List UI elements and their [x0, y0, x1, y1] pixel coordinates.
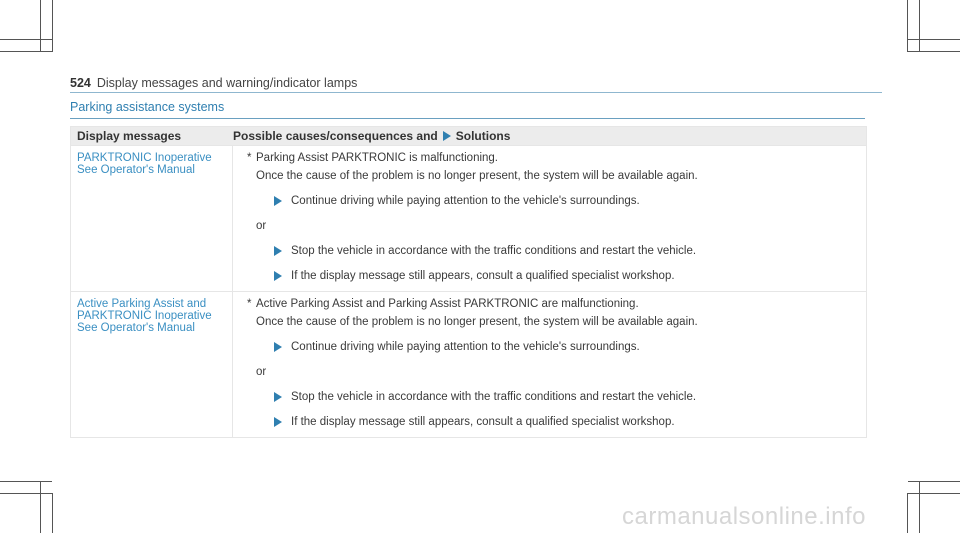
page-number: 524	[70, 76, 91, 90]
or-text: or	[256, 220, 267, 232]
step-arrow-icon	[274, 246, 282, 256]
solution-step	[247, 413, 866, 431]
step-arrow-icon	[274, 417, 282, 427]
col-header-causes-label: Possible causes/consequences and	[233, 129, 438, 143]
crop-mark	[40, 481, 41, 533]
watermark: carmanualsonline.info	[622, 503, 866, 530]
solution-step	[247, 388, 866, 406]
message-line: Active Parking Assist and	[77, 298, 207, 310]
step-text: Continue driving while paying attention to the vehicle's surroundings.	[291, 195, 640, 207]
crop-mark	[919, 481, 920, 533]
col-header-causes	[233, 129, 510, 143]
crop-mark	[908, 493, 960, 494]
crop-mark	[907, 0, 908, 52]
cause-text: Active Parking Assist and Parking Assist PARKTRONIC are malfunctioning.	[256, 298, 639, 310]
crop-mark	[0, 481, 52, 482]
table-header	[71, 127, 866, 145]
crop-mark	[907, 493, 908, 533]
header-divider	[70, 92, 882, 93]
page-header	[70, 76, 357, 90]
solution-step	[247, 267, 866, 285]
solution-step	[247, 242, 866, 260]
message-line: PARKTRONIC Inoperative	[77, 152, 212, 164]
solutions-arrow-icon	[443, 131, 451, 141]
crop-mark	[52, 0, 53, 52]
solution-step	[247, 192, 866, 210]
table-row	[71, 291, 866, 437]
asterisk: *	[247, 298, 252, 310]
step-arrow-icon	[274, 392, 282, 402]
display-message	[71, 292, 233, 437]
consequence-text: Once the cause of the problem is no longer present, the system will be available again.	[256, 316, 698, 328]
section-divider	[70, 118, 865, 119]
display-message	[71, 146, 233, 291]
col-header-messages: Display messages	[77, 129, 182, 143]
asterisk: *	[247, 152, 252, 164]
step-text: Stop the vehicle in accordance with the traffic conditions and restart the vehicle.	[291, 391, 697, 403]
step-arrow-icon	[274, 196, 282, 206]
col-header-solutions-label: Solutions	[455, 129, 511, 143]
step-text: If the display message still appears, consult a qualified specialist workshop.	[291, 416, 675, 428]
message-line: PARKTRONIC Inoperative	[77, 310, 212, 322]
section-title: Parking assistance systems	[70, 100, 225, 114]
solutions-cell	[233, 146, 866, 291]
crop-mark	[40, 0, 41, 52]
message-line: See Operator's Manual	[77, 322, 195, 334]
crop-mark	[0, 493, 52, 494]
step-text: If the display message still appears, consult a qualified specialist workshop.	[291, 270, 675, 282]
cause-text: Parking Assist PARKTRONIC is malfunctioning.	[256, 152, 499, 164]
crop-mark	[908, 39, 960, 40]
step-text: Continue driving while paying attention to the vehicle's surroundings.	[291, 341, 640, 353]
crop-mark	[52, 493, 53, 533]
step-arrow-icon	[274, 271, 282, 281]
or-text: or	[256, 366, 267, 378]
solution-step	[247, 338, 866, 356]
crop-mark	[919, 0, 920, 52]
messages-table	[70, 126, 867, 438]
message-line: See Operator's Manual	[77, 164, 195, 176]
crop-mark	[908, 481, 960, 482]
solutions-cell	[233, 292, 866, 437]
step-arrow-icon	[274, 342, 282, 352]
header-title: Display messages and warning/indicator lamps	[96, 76, 358, 90]
crop-mark	[0, 39, 52, 40]
crop-mark	[0, 51, 52, 52]
table-row	[71, 145, 866, 291]
step-text: Stop the vehicle in accordance with the traffic conditions and restart the vehicle.	[291, 245, 697, 257]
crop-mark	[908, 51, 960, 52]
consequence-text: Once the cause of the problem is no longer present, the system will be available again.	[256, 170, 698, 182]
